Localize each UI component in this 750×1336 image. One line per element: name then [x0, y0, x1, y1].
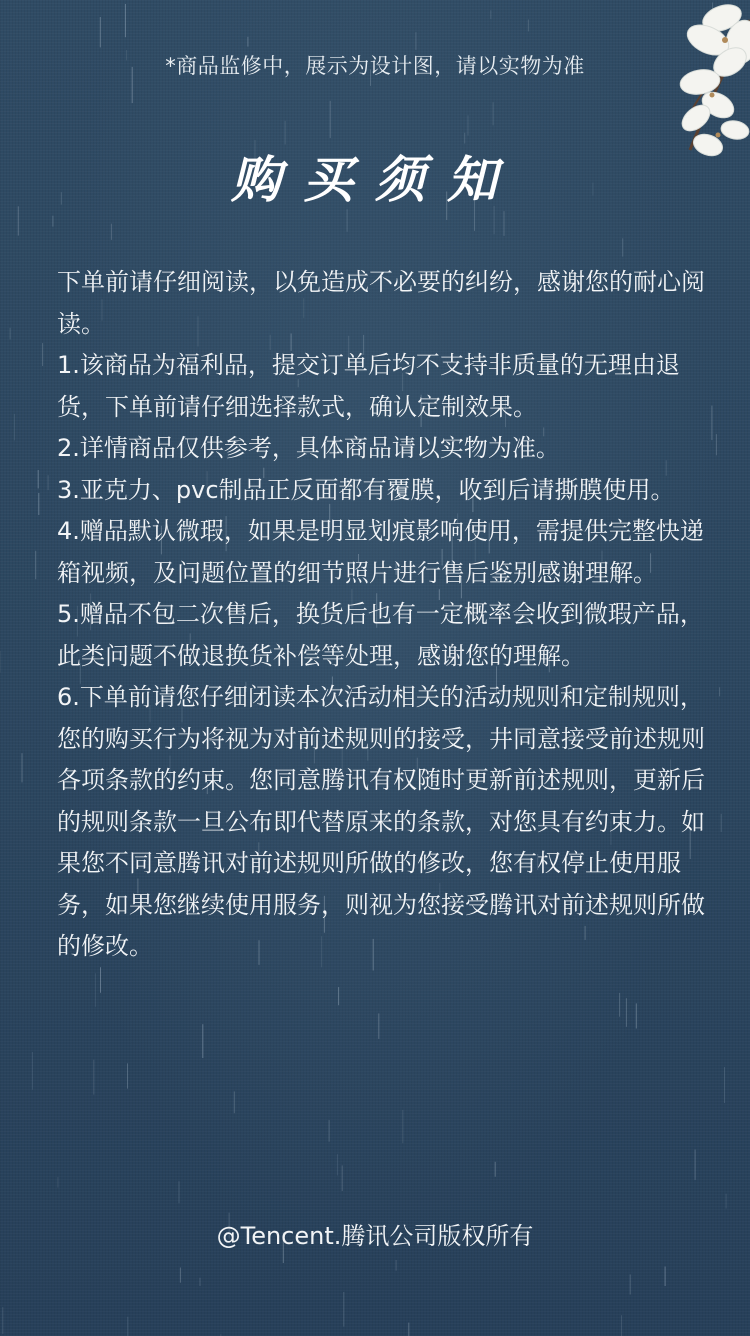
rule-item-6: 6.下单前请您仔细闭读本次活动相关的活动规则和定制规则，您的购买行为将视为对前述规则的接受，井同意接受前述规则各项条款的约束。您同意腾讯有权随时更新前述规则，更新后的规则条款一旦公布即代替原来的条款，对您具有约束力。如果您不同意腾讯对前述规则所做的修改，您有权停止使用服务，如果您继续使用服务，则视为您接受腾讯对前述规则所做的修改。 [57, 683, 705, 960]
intro-paragraph: 下单前请仔细阅读，以免造成不必要的纠纷，感谢您的耐心阅读。 [57, 268, 705, 338]
rule-item-5: 5.赠品不包二次售后，换货后也有一定概率会收到微瑕产品，此类问题不做退换货补偿等处理，感谢您的理解。 [57, 600, 704, 670]
notice-content [57, 262, 707, 968]
design-notice-text: *商品监修中，展示为设计图，请以实物为准 [165, 54, 585, 78]
rule-item-1: 1.该商品为福利品，提交订单后均不支持非质量的无理由退货，下单前请仔细选择款式，确认定制效果。 [57, 351, 680, 421]
rule-item-2: 2.详情商品仅供参考，具体商品请以实物为准。 [57, 434, 560, 462]
rule-item-4: 4.赠品默认微瑕，如果是明显划痕影响使用，需提供完整快递箱视频，及问题位置的细节照片进行售后鉴别感谢理解。 [57, 517, 704, 587]
rule-item-3: 3.亚克力、pvc制品正反面都有覆膜，收到后请撕膜使用。 [57, 475, 675, 504]
page-title: 购买须知 [231, 150, 519, 209]
copyright-footer: @Tencent.腾讯公司版权所有 [216, 1222, 534, 1250]
